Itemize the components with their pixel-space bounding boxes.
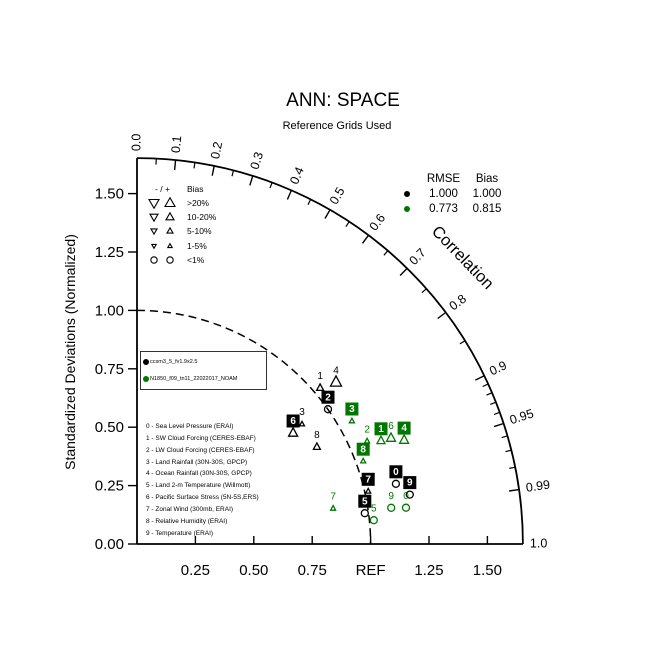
case-color-dot-icon	[143, 359, 149, 365]
correlation-tick-minor	[506, 450, 512, 451]
correlation-tick-minor	[487, 393, 493, 395]
correlation-tick-label: 0.4	[287, 164, 307, 187]
bias-legend-row-label: 10-20%	[187, 212, 217, 223]
case1-point-8-label: 8	[314, 430, 320, 442]
minus-bias-triangle-icon	[146, 239, 162, 253]
y-axis-tick-label: 0.25	[94, 477, 124, 495]
variable-item: 1 - SW Cloud Forcing (CERES-EBAF)	[146, 434, 256, 442]
case-legend-row-2	[143, 374, 266, 384]
case2-point-8-label: 8	[360, 444, 366, 456]
plus-bias-triangle-icon	[162, 196, 178, 210]
correlation-axis-title: Correlation	[428, 222, 498, 294]
correlation-tick-major	[400, 268, 407, 275]
case-legend-box	[140, 351, 267, 390]
bias-value: 1.000	[472, 187, 502, 200]
y-axis-label: Standardized Deviations (Normalized)	[62, 234, 78, 470]
case2-point-7-label: 7	[330, 491, 336, 503]
case2-point-5-label: 5	[371, 503, 377, 515]
minus-bias-triangle-icon	[146, 253, 162, 267]
variable-item: 3 - Land Rainfall (30N-30S, GPCP)	[146, 458, 248, 466]
case2-point-9-label: 9	[388, 490, 394, 502]
plus-bias-triangle-icon	[162, 224, 178, 238]
case1-point-8-symbol	[313, 443, 320, 450]
bias-column-header: Bias	[475, 172, 499, 185]
rmse-bias-legend	[404, 171, 506, 216]
correlation-tick-minor	[270, 183, 272, 189]
correlation-tick-label: 0.7	[406, 245, 429, 268]
case1-point-6-label: 6	[290, 416, 296, 428]
case2-point-5-symbol	[370, 517, 377, 524]
correlation-tick-major	[287, 190, 291, 199]
correlation-tick-minor	[384, 251, 388, 256]
bias-legend-header	[146, 182, 216, 196]
bias-legend-row-label: <1%	[187, 254, 205, 265]
correlation-tick-minor	[308, 199, 311, 204]
case-color-dot-icon	[404, 206, 421, 212]
case1-point-0-symbol	[392, 480, 399, 487]
correlation-tick-minor	[509, 467, 515, 468]
correlation-tick-label: 0.8	[446, 291, 469, 314]
case-legend-row-1	[143, 357, 266, 367]
case2-point-9-symbol	[388, 504, 395, 511]
correlation-tick-label: 0.99	[524, 477, 551, 495]
case2-point-0-label: 0	[403, 490, 409, 502]
correlation-tick-label: 1.0	[529, 536, 548, 551]
plus-bias-triangle-icon	[162, 210, 178, 224]
case1-point-1-label: 1	[317, 371, 323, 383]
x-axis-tick-label: 1.50	[472, 562, 503, 579]
case2-point-0-symbol	[403, 504, 410, 511]
y-axis-tick-label: 1.25	[94, 244, 124, 261]
correlation-tick-major	[475, 376, 484, 380]
bias-legend-row-label: 1-5%	[187, 240, 207, 251]
case2-point-1-label: 1	[378, 423, 384, 435]
case1-point-3-symbol	[300, 421, 305, 426]
bias-legend	[146, 182, 216, 267]
bias-legend-sign-header: - / +	[155, 184, 170, 194]
variable-item: 5 - Land 2-m Temperature (Willmott)	[146, 482, 251, 490]
bias-legend-row	[146, 224, 216, 238]
y-axis-tick-label: 1.50	[94, 185, 124, 203]
correlation-tick-label: 0.2	[208, 140, 226, 161]
case1-point-4-label: 4	[333, 365, 339, 377]
correlation-tick-label: 0.9	[487, 358, 509, 379]
case1-point-6-symbol	[289, 428, 298, 436]
case2-point-3-label: 3	[349, 404, 355, 416]
correlation-tick-minor	[483, 384, 489, 387]
x-axis-tick-label: 0.25	[180, 562, 211, 579]
correlation-tick-minor	[502, 436, 508, 438]
case2-point-4-label: 4	[401, 423, 407, 435]
correlation-tick-label: 0.6	[366, 211, 389, 234]
stats-row-case2	[404, 201, 506, 216]
rmse-value: 1.000	[429, 187, 458, 200]
minus-bias-triangle-icon	[146, 224, 162, 238]
correlation-tick-major	[175, 160, 176, 170]
correlation-tick-minor	[494, 412, 500, 414]
plus-bias-triangle-icon	[162, 239, 178, 253]
case1-point-5-symbol	[361, 510, 368, 517]
case2-point-3-symbol	[349, 418, 354, 423]
y-axis-tick-label: 1.00	[94, 302, 124, 320]
correlation-tick-major	[250, 176, 253, 186]
bias-legend-row	[146, 210, 216, 224]
case2-point-7-symbol	[331, 506, 336, 511]
y-axis-tick-label: 0.50	[94, 419, 124, 437]
bias-legend-row-label: >20%	[187, 198, 209, 209]
correlation-tick-label: 0.5	[326, 184, 348, 207]
page-title: ANN: SPACE	[286, 90, 400, 111]
correlation-tick-label: 0.0	[129, 133, 144, 152]
case1-point-4-symbol	[331, 376, 342, 386]
correlation-tick-major	[325, 210, 330, 219]
case2-point-6-symbol	[387, 433, 396, 441]
rmse-value: 0.773	[429, 202, 458, 215]
case1-point-7-label: 7	[365, 474, 371, 486]
case2-point-4-symbol	[400, 435, 409, 443]
case2-point-8-symbol	[361, 458, 366, 463]
case-color-dot-icon	[143, 376, 149, 382]
correlation-tick-minor	[232, 170, 234, 176]
x-axis-tick-label: 0.50	[239, 562, 269, 579]
correlation-tick-label: 0.95	[507, 406, 536, 428]
correlation-tick-major	[494, 424, 504, 427]
correlation-tick-minor	[422, 289, 427, 293]
page-subtitle: Reference Grids Used	[282, 120, 392, 132]
case-name: ccsm3_5_fv1.9x2.5	[150, 359, 198, 366]
case-name: N1850_f09_tn11_22022017_NOAM	[150, 375, 238, 382]
correlation-tick-label: 0.1	[168, 135, 185, 154]
variable-item: 8 - Relative Humidity (ERAI)	[146, 517, 228, 525]
variable-item: 4 - Ocean Rainfall (30N-30S, GPCP)	[146, 470, 252, 478]
no-bias-circle-icon	[162, 253, 178, 267]
variable-item: 6 - Pacific Surface Stress (5N-5S,ERS)	[146, 494, 259, 502]
correlation-tick-minor	[460, 341, 465, 344]
case1-point-2-label: 2	[325, 392, 331, 404]
bias-legend-row	[146, 196, 216, 210]
x-axis-tick-label: 0.75	[297, 562, 327, 579]
correlation-tick-major	[363, 235, 369, 243]
bias-legend-row-label: 5-10%	[187, 226, 212, 237]
case-color-dot-icon	[404, 191, 421, 197]
bias-legend-row	[146, 239, 216, 253]
y-axis-tick-label: 0.00	[94, 536, 124, 553]
case1-point-7-symbol	[366, 488, 371, 493]
correlation-tick-minor	[194, 163, 195, 169]
case1-point-5-label: 5	[362, 496, 368, 508]
variable-item: 7 - Zonal Wind (300mb, ERAI)	[146, 505, 234, 513]
case2-point-2-symbol	[365, 438, 370, 443]
minus-bias-triangle-icon	[146, 196, 162, 210]
case1-point-3-label: 3	[299, 407, 305, 419]
minus-bias-triangle-icon	[146, 210, 162, 224]
rmse-bias-header	[404, 171, 506, 186]
correlation-tick-label: 0.3	[247, 150, 267, 172]
bias-legend-title: Bias	[187, 184, 204, 194]
x-axis-tick-label: REF	[355, 562, 386, 579]
bias-legend-row	[146, 253, 216, 267]
rmse-column-header: RMSE	[426, 172, 461, 185]
x-axis-tick-label: 1.25	[414, 562, 444, 579]
case2-point-1-symbol	[377, 436, 385, 443]
correlation-tick-major	[212, 166, 214, 176]
stats-row-case1	[404, 186, 506, 201]
variable-item: 0 - Sea Level Pressure (ERAI)	[146, 423, 234, 430]
case1-point-9-label: 9	[407, 477, 413, 489]
correlation-tick-major	[509, 490, 519, 491]
case1-point-1-symbol	[317, 384, 324, 391]
variable-item: 2 - LW Cloud Forcing (CERES-EBAF)	[146, 446, 255, 454]
correlation-tick-major	[438, 313, 446, 319]
variable-item: 9 - Temperature (ERAI)	[146, 529, 214, 537]
case2-point-6-label: 6	[388, 421, 394, 433]
y-axis-tick-label: 0.75	[94, 360, 124, 378]
variable-list	[146, 421, 259, 539]
case1-point-0-label: 0	[393, 466, 399, 478]
case2-point-2-label: 2	[364, 424, 370, 436]
correlation-tick-minor	[490, 402, 496, 404]
correlation-tick-minor	[346, 222, 349, 227]
bias-value: 0.815	[472, 202, 502, 215]
